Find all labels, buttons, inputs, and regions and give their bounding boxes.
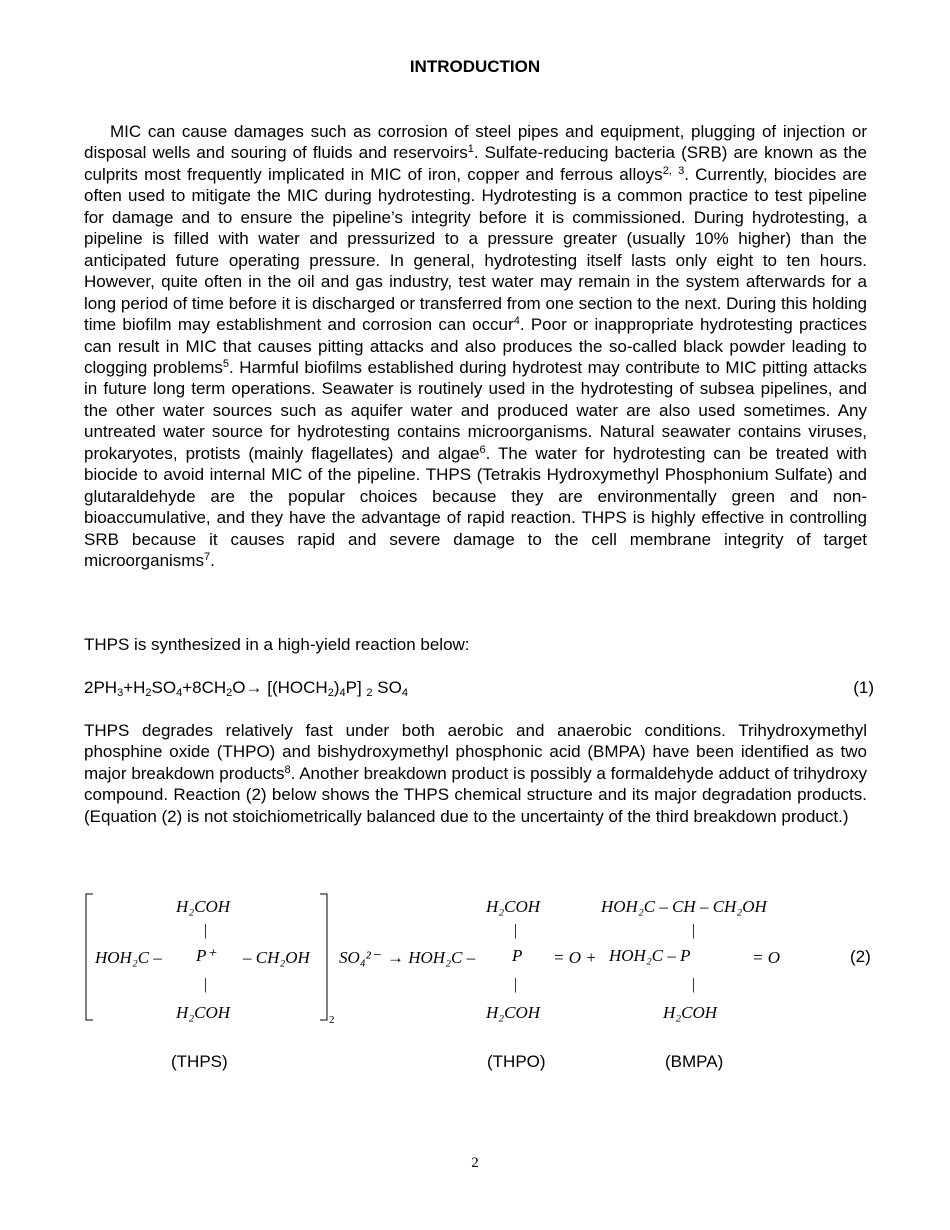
bond-line: | xyxy=(204,976,208,993)
sulfate-ion: SO₄²⁻ xyxy=(339,948,380,967)
bond-line: | xyxy=(204,922,208,939)
eq-subscript: 3 xyxy=(117,687,124,699)
text-span: . The water for hydrotesting can be treated with biocide to avoid internal MIC of the pipeline. THPS (Tetrakis Hydroxymethyl Phosphonium Sulfate) and glutaraldehyde are the popular choices because they are environmentally green and non-bioaccumulative, and they have the advantage of rapid reaction. THPS is highly effective in controlling SRB because it causes rapid and severe damage to the cell membrane integrity of target microorganisms xyxy=(84,443,867,571)
reference-superscript: 2, xyxy=(662,164,672,177)
eq-text: SO xyxy=(151,678,177,697)
eq-text: ) xyxy=(333,678,340,697)
eq-subscript: 2 xyxy=(366,687,373,699)
thps-right-group: – CH₂OH xyxy=(243,948,310,967)
bond-line: | xyxy=(514,922,518,939)
paragraph-degradation xyxy=(84,720,867,827)
section-heading: INTRODUCTION xyxy=(409,57,541,76)
thpo-bottom-group: H₂COH xyxy=(486,1003,541,1022)
compound-label-thpo: (THPO) xyxy=(487,1052,546,1071)
eq-text: P] xyxy=(345,678,367,697)
right-bracket xyxy=(320,894,327,1020)
equation-number: (2) xyxy=(850,947,871,966)
reference-superscript: 1 xyxy=(467,143,474,156)
eq-subscript: 2 xyxy=(226,687,233,699)
page-number: 2 xyxy=(471,1155,479,1171)
paragraph-synthesis: THPS is synthesized in a high-yield reaction below: xyxy=(84,635,470,654)
eq-subscript: 4 xyxy=(176,687,183,699)
eq-text: SO xyxy=(372,678,402,697)
compound-label-thps: (THPS) xyxy=(171,1052,228,1071)
eq-text: 2PH xyxy=(84,678,118,697)
bond-line: | xyxy=(692,976,696,993)
bmpa-middle-group: HOH₂C – P xyxy=(609,946,691,965)
equation-1 xyxy=(84,678,874,700)
text-span: . xyxy=(210,551,215,571)
text-span: . Another breakdown product is possibly a formaldehyde adduct of trihydroxy compound. Reaction (2) below shows the THPS chemical structure and its major degradation products. (Equation (2) is not stoichiometrically balanced due to the uncertainty of the third breakdown product.) xyxy=(84,763,867,826)
eq-subscript: 2 xyxy=(145,687,152,699)
text-span: THPS degrades relatively fast under both aerobic and anaerobic conditions. Trihydroxymethyl phosphine oxide (THPO) and bishydroxymethyl phosphonic acid (BMPA) have been identified as two major breakdown products xyxy=(84,721,867,783)
text-span: . Harmful biofilms established during hydrotest may contribute to MIC pitting attacks in future long term operations. Seawater is routinely used in the hydrotesting of subsea pipelines, and the other water sources such as aquifer water and produced water are also used sometimes. Any untreated water source for hydrotesting contains microorganisms. Natural seawater contains viruses, prokaryotes, protists (mainly flagellates) and algae xyxy=(84,357,868,463)
bmpa-bottom-group: H₂COH xyxy=(663,1003,718,1022)
paragraph-intro xyxy=(84,121,867,572)
bond-line: | xyxy=(514,976,518,993)
thpo-left-group: → HOH₂C – xyxy=(387,948,476,967)
bracket-subscript: 2 xyxy=(329,1014,335,1026)
thpo-top-group: H₂COH xyxy=(486,897,541,916)
reference-superscript: 5 xyxy=(222,357,229,370)
thps-top-group: H₂COH xyxy=(176,897,231,916)
thps-left-group: HOH₂C – xyxy=(95,948,162,967)
reference-superscript: 6 xyxy=(479,443,486,456)
thps-bottom-group: H₂COH xyxy=(176,1003,231,1022)
left-bracket xyxy=(86,894,93,1020)
bond-line: | xyxy=(692,922,696,939)
eq-text: +8CH xyxy=(182,678,227,697)
compound-label-bmpa: (BMPA) xyxy=(665,1052,724,1071)
eq-subscript: 2 xyxy=(327,687,334,699)
eq-subscript: 4 xyxy=(339,687,346,699)
equation-2-structures xyxy=(0,880,950,1080)
equation-number: (1) xyxy=(853,678,874,697)
thps-phosphorus: P⁺ xyxy=(196,946,216,965)
reference-superscript: 7 xyxy=(203,551,211,564)
text-span: MIC can cause damages such as corrosion of steel pipes and equipment, plugging of injection or disposal wells and souring of fluids and reservoirs xyxy=(84,122,867,163)
eq-text: +H xyxy=(123,678,146,697)
text-span: . Poor or inappropriate hydrotesting practices can result in MIC that causes pitting attacks and also produces the so-called black powder leading to clogging problems xyxy=(84,315,867,377)
thpo-phosphorus: P xyxy=(512,946,523,965)
bmpa-oxygen: = O xyxy=(752,948,780,967)
thpo-oxygen: = O + xyxy=(553,948,597,967)
text-span: . Sulfate-reducing bacteria (SRB) are known as the culprits most frequently implicated in MIC of iron, copper and ferrous alloys xyxy=(84,143,867,184)
eq-text: O→ [(HOCH xyxy=(232,678,328,697)
reference-superscript: 8 xyxy=(284,763,291,776)
eq-subscript: 4 xyxy=(401,687,408,699)
text-span: . Currently, biocides are often used to mitigate the MIC during hydrotesting. Hydrotesting is a common practice to test pipeline for damage and to ensure the pipeline’s integrity before it is commissioned. During hydrotesting, a pipeline is filled with water and pressurized to a pressure greater (usually 10% higher) than the anticipated future operating pressure. In general, hydrotesting itself lasts only eight to ten hours. However, quite often in the oil and gas industry, test water may remain in the system afterwards for a long period of time before it is discharged or transferred from one section to the next. During this holding time biofilm may establishment and corrosion can occur xyxy=(84,164,867,335)
reference-superscript: 3 xyxy=(678,164,685,177)
reference-superscript: 4 xyxy=(513,315,520,328)
bmpa-top-group: HOH₂C – CH – CH₂OH xyxy=(601,897,767,916)
